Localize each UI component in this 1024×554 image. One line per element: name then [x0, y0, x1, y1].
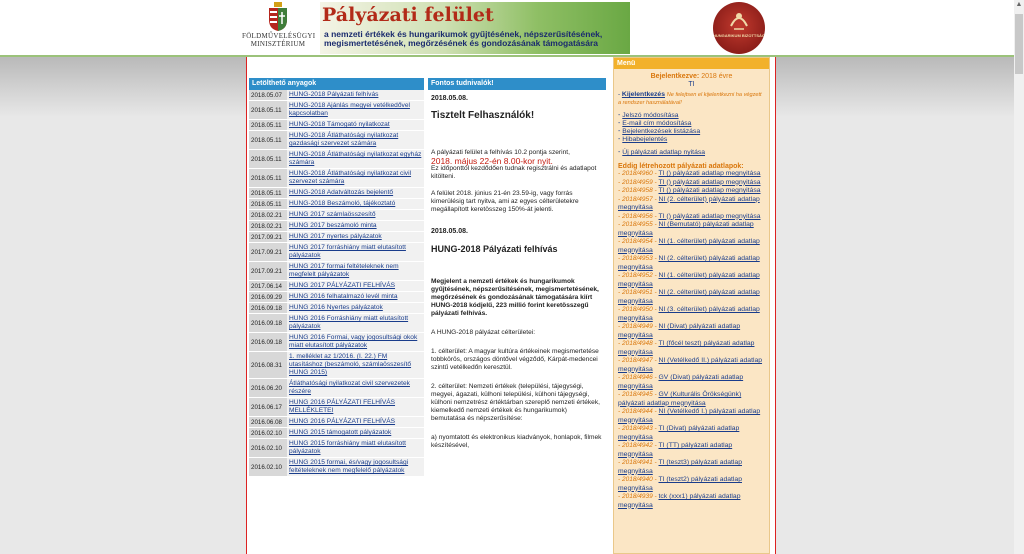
download-link[interactable]: HUNG 2017 forráshiány miatt elutasított pályázatok [287, 243, 424, 261]
download-row [249, 120, 424, 131]
application-item [618, 187, 765, 196]
application-id: 2018/4955 [621, 221, 653, 228]
download-date: 2018.02.21 [249, 210, 287, 220]
download-row [249, 292, 424, 303]
download-date: 2018.05.11 [249, 131, 287, 149]
application-id: 2018/4943 [621, 425, 653, 432]
download-link[interactable]: HUNG 2016 Nyertes pályázatok [287, 303, 424, 313]
application-item [618, 170, 765, 179]
application-id: 2018/4939 [621, 493, 653, 500]
download-row [249, 101, 424, 120]
download-link[interactable]: HUNG 2016 PÁLYÁZATI FELHÍVÁS MELLÉKLETEI [287, 398, 424, 416]
news-paragraph: Megjelent a nemzeti értékek és hungarikumok gyűjtésének, népszerűsítésének, megismertetésének, megőrzésének és gondozásának támogatására kiírt HUNG-2018 kódjelű, 223 millió forint keretösszegű pályázati felhívás. [431, 278, 599, 317]
download-row [249, 150, 424, 169]
site-banner [320, 2, 630, 54]
open-application-link[interactable]: NI (2. célterület) pályázati adatlap megnyitása [618, 255, 760, 271]
application-bullet: - [618, 357, 622, 364]
news-opening-date: 2018. május 22-én 8.00-kor nyit. [431, 156, 553, 166]
vertical-scrollbar[interactable] [1014, 0, 1024, 554]
download-link[interactable]: 1. melléklet az 1/2016. (I. 22.) FM utasításhoz (beszámoló, számlaösszesítő HUNG 2015) [287, 352, 424, 378]
open-application-link[interactable]: NI (2. célterület) pályázati adatlap megnyitása [618, 195, 760, 211]
downloads-panel [249, 78, 424, 477]
download-date: 2016.06.20 [249, 379, 287, 397]
login-label: Bejelentkezve: [650, 73, 700, 80]
application-bullet: - [618, 493, 622, 500]
application-separator: - [652, 195, 659, 203]
application-id: 2018/4960 [621, 170, 653, 177]
open-application-link[interactable]: tck (xxx1) pályázati adatlap megnyitása [618, 493, 741, 509]
open-application-link[interactable]: NI (Vetélkedő II.) pályázati adatlap megnyitása [618, 357, 763, 373]
application-separator: - [652, 187, 659, 194]
download-row [249, 428, 424, 439]
application-item [618, 374, 765, 391]
site-subtitle-line1: a nemzeti értékek és hungarikumok gyűjtésének, népszerűsítésének, [324, 29, 603, 39]
open-application-link[interactable]: TI () pályázati adatlap megnyitása [658, 187, 761, 194]
application-item [618, 221, 765, 238]
application-bullet: - [618, 238, 622, 245]
application-bullet: - [618, 323, 622, 330]
menu-bullet: - [618, 136, 623, 143]
news-greeting: Tisztelt Felhasználók! [431, 110, 535, 121]
downloads-header: Letölthető anyagok [249, 78, 424, 90]
application-separator: - [652, 170, 659, 177]
news-body [428, 90, 606, 453]
application-id: 2018/4950 [621, 306, 653, 313]
application-bullet: - [618, 459, 622, 466]
download-date: 2016.02.10 [249, 458, 287, 476]
download-link[interactable]: HUNG 2016 Forráshiány miatt elutasított pályázatok [287, 314, 424, 332]
download-date: 2018.05.11 [249, 169, 287, 187]
news-date: 2018.05.08. [431, 95, 468, 102]
applications-list [618, 170, 765, 510]
application-item [618, 255, 765, 272]
application-bullet: - [618, 255, 622, 262]
application-separator: - [652, 323, 659, 330]
coat-of-arms-icon [267, 2, 289, 32]
page-header [0, 0, 1014, 56]
download-date: 2016.08.31 [249, 352, 287, 378]
news-paragraph: A pályázati felület a felhívás 10.2 pontja szerint, [431, 149, 570, 156]
application-id: 2018/4940 [621, 476, 653, 483]
download-date: 2018.05.11 [249, 101, 287, 119]
download-date: 2018.05.07 [249, 90, 287, 100]
application-item [618, 408, 765, 425]
download-row [249, 90, 424, 101]
open-application-link[interactable]: NI (1. célterület) pályázati adatlap megnyitása [618, 272, 760, 288]
application-item [618, 340, 765, 357]
open-application-link[interactable]: NI (Divat) pályázati adatlap megnyitása [618, 323, 741, 339]
application-item [618, 323, 765, 340]
application-id: 2018/4944 [621, 408, 653, 415]
download-row [249, 352, 424, 379]
application-separator: - [652, 238, 659, 245]
application-item [618, 306, 765, 323]
application-separator: - [652, 340, 659, 347]
account-menu-link[interactable]: Hibabejelentés [622, 136, 668, 143]
application-item [618, 238, 765, 255]
application-bullet: - [618, 391, 622, 398]
download-link[interactable]: HUNG-2018 Átláthatósági nyilatkozat egyház számára [287, 150, 424, 168]
application-bullet: - [618, 272, 622, 279]
application-id: 2018/4958 [621, 187, 653, 194]
download-date: 2017.09.21 [249, 232, 287, 242]
download-date: 2018.02.21 [249, 221, 287, 231]
application-id: 2018/4957 [621, 195, 653, 203]
download-row [249, 314, 424, 333]
news-header: Fontos tudnivalók! [428, 78, 606, 90]
application-separator: - [652, 476, 659, 483]
download-date: 2016.06.17 [249, 398, 287, 416]
application-bullet: - [618, 170, 622, 177]
application-bullet: - [618, 195, 622, 203]
application-separator: - [652, 306, 659, 313]
open-application-link[interactable]: TI () pályázati adatlap megnyitása [658, 178, 761, 186]
download-link[interactable]: HUNG-2018 Beszámoló, tájékoztató [287, 199, 424, 209]
logout-note: Ne felejtsen el kijelentkezni ha végzett a rendszer használatával! [618, 92, 762, 106]
download-date: 2016.09.18 [249, 333, 287, 351]
hungarikum-logo [713, 2, 765, 54]
news-paragraph: Ez időponttól kezdődően tudnak regisztrálni és adatlapot kitölteni. [431, 165, 597, 180]
application-separator: - [652, 289, 659, 296]
download-row [249, 398, 424, 417]
application-item [618, 493, 765, 510]
new-application-link[interactable]: Új pályázati adatlap nyitása [622, 149, 706, 156]
application-bullet: - [618, 476, 622, 483]
application-id: 2018/4942 [621, 442, 653, 449]
download-row [249, 379, 424, 398]
hungarikum-emblem-icon [713, 2, 765, 32]
download-row [249, 199, 424, 210]
download-row [249, 243, 424, 262]
application-id: 2018/4953 [621, 255, 653, 262]
download-date: 2018.05.11 [249, 188, 287, 198]
application-id: 2018/4947 [621, 357, 653, 364]
download-link[interactable]: Átláthatósági nyilatkozat civil szervezetek részére [287, 379, 424, 397]
download-link[interactable]: HUNG 2016 felhatalmazó levél minta [287, 292, 424, 302]
open-application-link[interactable]: NI (Bemutató) pályázati adatlap megnyitása [618, 221, 754, 237]
application-id: 2018/4945 [621, 391, 653, 398]
application-separator: - [652, 255, 659, 262]
download-link[interactable]: HUNG-2018 Adatváltozás bejelentő [287, 188, 424, 198]
ministry-name-line2: MINISZTÉRIUM [250, 40, 306, 48]
application-item [618, 213, 765, 222]
open-application-link[interactable]: TI () pályázati adatlap megnyitása [658, 170, 761, 177]
download-link[interactable]: HUNG-2018 Támogató nyilatkozat [287, 120, 424, 130]
application-id: 2018/4959 [621, 178, 653, 186]
application-bullet: - [618, 306, 622, 313]
download-link[interactable]: HUNG 2017 számlaösszesítő [287, 210, 424, 220]
open-application-link[interactable]: TI (teszt2) pályázati adatlap megnyitása [618, 476, 742, 492]
download-row [249, 417, 424, 428]
download-date: 2016.09.18 [249, 314, 287, 332]
application-separator: - [652, 425, 659, 432]
application-bullet: - [618, 442, 622, 449]
download-row [249, 210, 424, 221]
application-separator: - [652, 374, 659, 381]
open-application-link[interactable]: NI (1. célterület) pályázati adatlap megnyitása [618, 238, 760, 254]
download-row [249, 188, 424, 199]
logout-bullet: - [618, 91, 622, 98]
site-title: Pályázati felület [322, 4, 494, 26]
open-application-link[interactable]: NI (3. célterület) pályázati adatlap megnyitása [618, 306, 760, 322]
application-id: 2018/4941 [621, 459, 653, 466]
open-application-link[interactable]: TI (teszt3) pályázati adatlap megnyitása [618, 459, 742, 475]
download-link[interactable]: HUNG-2018 Átláthatósági nyilatkozat gazdasági szervezet számára [287, 131, 424, 149]
application-separator: - [652, 459, 659, 466]
menu-bullet: - [618, 120, 623, 127]
news-paragraph: A HUNG-2018 pályázat célterületei: [431, 329, 536, 336]
application-id: 2018/4951 [621, 289, 653, 296]
application-bullet: - [618, 178, 622, 186]
download-date: 2016.09.18 [249, 303, 287, 313]
application-item [618, 391, 765, 408]
application-bullet: - [618, 289, 622, 296]
download-link[interactable]: HUNG 2017 PÁLYÁZATI FELHÍVÁS [287, 281, 424, 291]
logged-in-user: TI [688, 81, 695, 88]
ministry-name [242, 32, 314, 48]
download-date: 2018.05.11 [249, 120, 287, 130]
application-bullet: - [618, 425, 622, 432]
news-paragraph: 1. célterület: A magyar kultúra értékeinek megismertetése tobbkörös, országos döntővel végződő, Kárpát-medencei szintű vetélkedőn keresztül. [431, 348, 599, 371]
open-application-link[interactable]: GV (Kulturális Örökségünk) pályázati adatlap megnyitása [618, 391, 742, 407]
download-link[interactable]: HUNG-2018 Ajánlás megyei vetélkedővel kapcsolatban [287, 101, 424, 119]
download-date: 2016.02.10 [249, 439, 287, 457]
application-id: 2018/4954 [621, 238, 653, 245]
download-date: 2016.02.10 [249, 428, 287, 438]
application-id: 2018/4948 [621, 340, 653, 347]
application-separator: - [652, 178, 659, 186]
application-id: 2018/4952 [621, 272, 653, 279]
application-item [618, 357, 765, 374]
application-separator: - [652, 391, 659, 398]
application-bullet: - [618, 374, 622, 381]
open-application-link[interactable]: GV (Divat) pályázati adatlap megnyitása [618, 374, 744, 390]
application-separator: - [652, 212, 659, 220]
created-applications-header: Eddig létrehozott pályázati adatlapok: [618, 163, 744, 170]
account-menu-link[interactable]: E-mail cím módosítása [622, 120, 692, 127]
site-subtitle-line2: megismertetésének, megőrzésének és gondozásának támogatására [324, 38, 599, 48]
download-row [249, 439, 424, 458]
download-row [249, 169, 424, 188]
menu-bullet: - [618, 112, 623, 119]
download-row [249, 333, 424, 352]
download-row [249, 262, 424, 281]
news-paragraph: a) nyomtatott és elektronikus kiadványok, honlapok, filmek készítésével, [431, 434, 602, 449]
application-item [618, 272, 765, 289]
menu-panel [613, 57, 770, 554]
application-item [618, 476, 765, 493]
download-row [249, 458, 424, 477]
download-date: 2016.06.08 [249, 417, 287, 427]
open-application-link[interactable]: NI (Vetélkedő I.) pályázati adatlap megnyitása [618, 408, 761, 424]
download-date: 2016.09.29 [249, 292, 287, 302]
account-menu-link[interactable]: Jelszó módosítása [622, 112, 679, 119]
download-link[interactable]: HUNG 2016 Formai, vagy jogosultsági okok miatt elutasított pályázatok [287, 333, 424, 351]
application-separator: - [652, 357, 659, 364]
open-application-link[interactable]: TI (főcél teszt) pályázati adatlap megnyitása [618, 340, 755, 356]
application-separator: - [652, 221, 659, 228]
application-id: 2018/4956 [621, 212, 653, 220]
application-bullet: - [618, 212, 622, 220]
download-link[interactable]: HUNG 2017 nyertes pályázatok [287, 232, 424, 242]
download-link[interactable]: HUNG-2018 Átláthatósági nyilatkozat civil szervezet számára [287, 169, 424, 187]
open-application-link[interactable]: TI (Divat) pályázati adatlap megnyitása [618, 425, 740, 441]
download-link[interactable]: HUNG 2015 formai, és/vagy jogosultsági feltételeknek nem megfelelő pályázatok [287, 458, 424, 476]
news-paragraph: A felület 2018. június 21-én 23.59-ig, vagy forrás kimerülésig tart nyitva, ami az egyes célterületekre megállapított keretösszeg 150%-át jelenti. [431, 190, 579, 213]
download-row [249, 281, 424, 292]
news-paragraph: 2. célterület: Nemzeti értékek (települési, tájegységi, megyei, ágazati, külhoni települési, külhoni tájegységi, külhoni nemzetrész értéktárban szereplő nemzeti értékek, kiemelkedő nemzeti értékek és hungarikumok) bemutatása és népszerűsítése: [431, 383, 600, 422]
open-application-link[interactable]: TI () pályázati adatlap megnyitása [658, 212, 761, 220]
application-separator: - [652, 493, 659, 500]
download-row [249, 221, 424, 232]
download-date: 2017.06.14 [249, 281, 287, 291]
logout-link[interactable]: Kijelentkezés [621, 91, 665, 98]
download-link[interactable]: HUNG-2018 Pályázati felhívás [287, 90, 424, 100]
download-link[interactable]: HUNG 2015 forráshiány miatt elutasított pályázatok [287, 439, 424, 457]
download-link[interactable]: HUNG 2017 formai feltételeknek nem megfelelt pályázatok [287, 262, 424, 280]
application-item [618, 179, 765, 188]
scrollbar-thumb[interactable] [1015, 14, 1023, 74]
download-row [249, 232, 424, 243]
downloads-list [249, 90, 424, 477]
open-application-link[interactable]: TI (TT) pályázati adatlap megnyitása [618, 442, 733, 458]
download-link[interactable]: HUNG 2016 PÁLYÁZATI FELHÍVÁS [287, 417, 424, 427]
application-item [618, 442, 765, 459]
application-item [618, 196, 765, 213]
open-application-link[interactable]: NI (2. célterület) pályázati adatlap megnyitása [618, 289, 760, 305]
download-link[interactable]: HUNG 2015 támogatott pályázatok [287, 428, 424, 438]
application-id: 2018/4949 [621, 323, 653, 330]
download-date: 2017.09.21 [249, 243, 287, 261]
download-link[interactable]: HUNG 2017 beszámoló minta [287, 221, 424, 231]
application-bullet: - [618, 340, 622, 347]
download-date: 2018.05.11 [249, 199, 287, 209]
login-info [614, 69, 769, 89]
menu-bullet: - [618, 128, 623, 135]
download-date: 2018.05.11 [249, 150, 287, 168]
application-bullet: - [618, 221, 622, 228]
application-id: 2018/4946 [621, 374, 653, 381]
news-date: 2018.05.08. [431, 228, 468, 235]
download-date: 2017.09.21 [249, 262, 287, 280]
account-links [618, 112, 765, 144]
application-item [618, 425, 765, 442]
news-title: HUNG-2018 Pályázati felhívás [431, 244, 558, 254]
application-bullet: - [618, 187, 622, 194]
account-menu-link[interactable]: Bejelentkezések listázása [622, 128, 701, 135]
ministry-name-line1: FÖLDMŰVELÉSÜGYI [242, 32, 316, 40]
application-bullet: - [618, 408, 622, 415]
application-separator: - [652, 442, 659, 449]
application-separator: - [652, 272, 659, 279]
account-menu [614, 89, 769, 512]
login-year: 2018 évre [701, 73, 733, 80]
scroll-up-arrow-icon[interactable]: ▲ [1015, 1, 1023, 8]
ministry-logo [242, 2, 314, 54]
menu-header: Menü [614, 58, 769, 69]
news-panel [428, 78, 606, 453]
download-row [249, 303, 424, 314]
hungarikum-logo-text: HUNGARIKUM BIZOTTSÁG [713, 33, 765, 38]
application-separator: - [652, 408, 659, 415]
application-item [618, 459, 765, 476]
application-item [618, 289, 765, 306]
download-row [249, 131, 424, 150]
new-form-bullet: - [618, 149, 623, 156]
